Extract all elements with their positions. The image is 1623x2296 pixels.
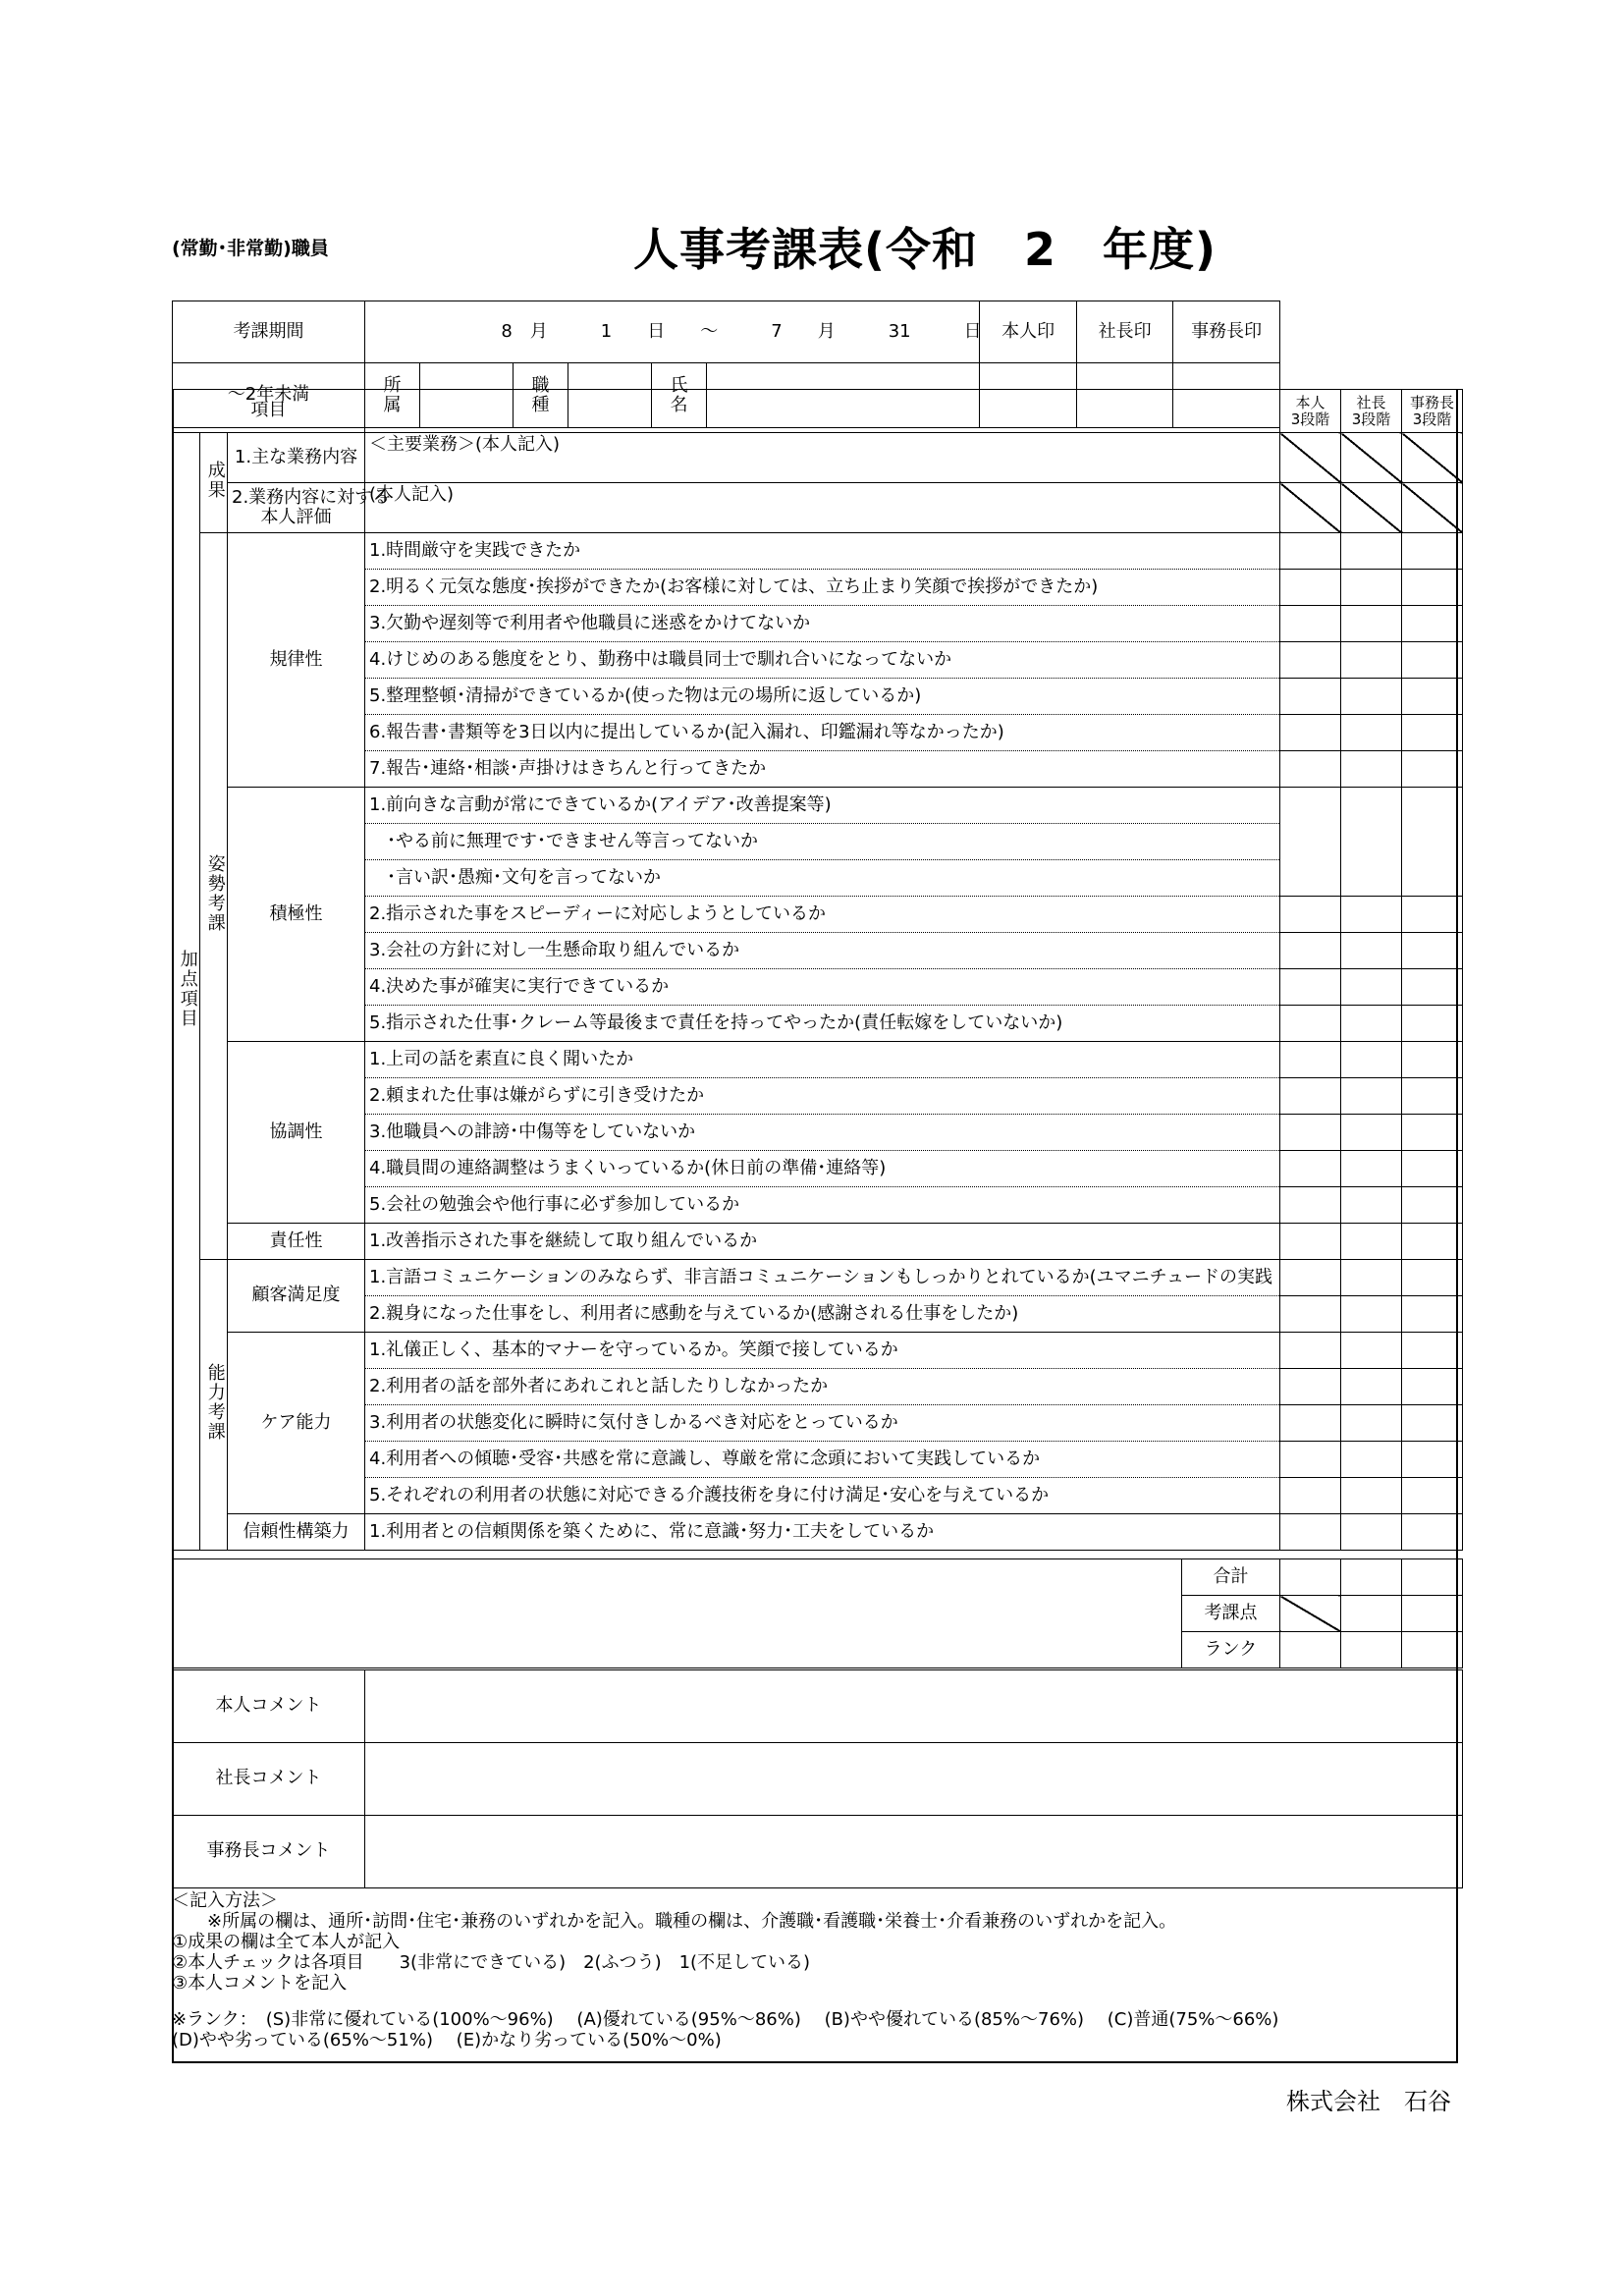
- comments-table: [172, 1669, 1463, 1888]
- seika-row-2-label: 2.業務内容に対する 本人評価: [228, 483, 365, 533]
- care-item-4: 4.利用者への傾聴･受容･共感を常に意識し、尊厳を常に念頭において実践しているか: [365, 1442, 1280, 1478]
- seal-president-label: 社長印: [1077, 301, 1173, 363]
- kiritsu-item-7-score-self[interactable]: [1280, 751, 1341, 788]
- kiritsu-item-6-score-self[interactable]: [1280, 715, 1341, 751]
- care-item-5-score-self[interactable]: [1280, 1478, 1341, 1514]
- care-item-3-score-president[interactable]: [1341, 1405, 1402, 1442]
- care-item-3-score-self[interactable]: [1280, 1405, 1341, 1442]
- sekkyoku-item-5: 5.指示された仕事･クレーム等最後まで責任を持ってやったか(責任転嫁をしていないか): [365, 1006, 1280, 1042]
- kiritsu-item-6: 6.報告書･書類等を3日以内に提出しているか(記入漏れ、印鑑漏れ等なかったか): [365, 715, 1280, 751]
- rank-legend-line-1: ※ランク： (S)非常に優れている(100%～96%) (A)優れている(95%～86%) (B)やや優れている(85%～76%) (C)普通(75%～66%): [172, 2009, 1279, 2030]
- care-item-1-score-manager[interactable]: [1402, 1333, 1463, 1369]
- kokyaku-item-2-score-president[interactable]: [1341, 1296, 1402, 1333]
- kyouchou-item-5-score-president[interactable]: [1341, 1187, 1402, 1224]
- total-rank-label: ランク: [1182, 1632, 1280, 1668]
- kiritsu-item-7-score-manager[interactable]: [1402, 751, 1463, 788]
- sekkyoku-item-1-score-self[interactable]: [1280, 788, 1341, 897]
- sekkyoku-item-3-score-manager[interactable]: [1402, 933, 1463, 969]
- sekkyoku-item-1-score-president[interactable]: [1341, 788, 1402, 897]
- kiritsu-item-2-score-manager[interactable]: [1402, 570, 1463, 606]
- care-item-4-score-self[interactable]: [1280, 1442, 1341, 1478]
- care-item-1-score-self[interactable]: [1280, 1333, 1341, 1369]
- totals-table: [172, 1558, 1463, 1668]
- kyouchou-item-4-score-manager[interactable]: [1402, 1151, 1463, 1187]
- kokyaku-item-1-score-president[interactable]: [1341, 1260, 1402, 1296]
- kiritsu-item-3-score-president[interactable]: [1341, 606, 1402, 642]
- kyouchou-item-3-score-president[interactable]: [1341, 1115, 1402, 1151]
- seika-row-1-content[interactable]: ＜主要業務＞(本人記入): [365, 433, 1280, 483]
- seika-row-2-score-president: [1341, 483, 1402, 533]
- sekkyoku-item-2-score-president[interactable]: [1341, 897, 1402, 933]
- comment-manager-label: 事務長コメント: [173, 1816, 365, 1888]
- total-rank-self[interactable]: [1280, 1632, 1341, 1668]
- kiritsu-item-3-score-manager[interactable]: [1402, 606, 1463, 642]
- care-item-2-score-self[interactable]: [1280, 1369, 1341, 1405]
- seika-row-2-score-self: [1280, 483, 1341, 533]
- employee-category: (常勤･非常勤)職員: [172, 238, 329, 259]
- kiritsu-item-2: 2.明るく元気な態度･挨拶ができたか(お客様に対しては、立ち止まり笑顔で挨拶ができたか): [365, 570, 1280, 606]
- care-item-3: 3.利用者の状態変化に瞬時に気付きしかるべき対応をとっているか: [365, 1405, 1280, 1442]
- sekkyoku-subitem-2: ･言い訳･愚痴･文句を言ってないか: [365, 860, 1280, 897]
- section-shisei: 姿勢考課: [200, 533, 228, 1260]
- period-range: 8 月 1 日 ～ 7 月 31 日: [365, 301, 980, 363]
- sekkyoku-item-5-score-president[interactable]: [1341, 1006, 1402, 1042]
- page-title: 人事考課表(令和 2 年度): [633, 223, 1217, 276]
- care-item-2-score-president[interactable]: [1341, 1369, 1402, 1405]
- care-item-3-score-manager[interactable]: [1402, 1405, 1463, 1442]
- sekkyoku-item-2-score-manager[interactable]: [1402, 897, 1463, 933]
- kyouchou-item-3-score-manager[interactable]: [1402, 1115, 1463, 1151]
- kyouchou-item-2: 2.頼まれた仕事は嫌がらずに引き受けたか: [365, 1078, 1280, 1115]
- seika-row-1-score-self: [1280, 433, 1341, 483]
- item-header-blank: [365, 390, 1280, 433]
- sekkyoku-item-3: 3.会社の方針に対し一生懸命取り組んでいるか: [365, 933, 1280, 969]
- seal-self-label: 本人印: [980, 301, 1077, 363]
- instructions-line-3: ②本人チェックは各項目 3(非常にできている) 2(ふつう) 1(不足している): [172, 1952, 811, 1973]
- care-item-5-score-president[interactable]: [1341, 1478, 1402, 1514]
- kiritsu-item-7-score-president[interactable]: [1341, 751, 1402, 788]
- category-sekinin: 責任性: [228, 1224, 365, 1260]
- kyouchou-item-1-score-self[interactable]: [1280, 1042, 1341, 1078]
- care-item-4-score-manager[interactable]: [1402, 1442, 1463, 1478]
- instructions: [172, 1890, 1278, 2050]
- kiritsu-item-7: 7.報告･連絡･相談･声掛けはきちんと行ってきたか: [365, 751, 1280, 788]
- instructions-line-2: ①成果の欄は全て本人が記入: [172, 1932, 401, 1952]
- kiritsu-item-4-score-self[interactable]: [1280, 642, 1341, 679]
- item-header: 項目: [173, 390, 365, 433]
- sekkyoku-item-4-score-self[interactable]: [1280, 969, 1341, 1006]
- sekkyoku-item-5-score-self[interactable]: [1280, 1006, 1341, 1042]
- sekinin-item-1-score-manager[interactable]: [1402, 1224, 1463, 1260]
- name-label: 氏名: [652, 363, 707, 428]
- kyouchou-item-1-score-manager[interactable]: [1402, 1042, 1463, 1078]
- tenure-label: ～2年未満: [173, 363, 365, 428]
- sekkyoku-item-3-score-president[interactable]: [1341, 933, 1402, 969]
- section-katen: 加点項目: [173, 433, 200, 1551]
- section-seika: 成果: [200, 433, 228, 533]
- kiritsu-item-3-score-self[interactable]: [1280, 606, 1341, 642]
- kiritsu-item-4-score-president[interactable]: [1341, 642, 1402, 679]
- kokyaku-item-2-score-manager[interactable]: [1402, 1296, 1463, 1333]
- kyouchou-item-2-score-president[interactable]: [1341, 1078, 1402, 1115]
- kyouchou-item-4-score-self[interactable]: [1280, 1151, 1341, 1187]
- category-care: ケア能力: [228, 1333, 365, 1514]
- kiritsu-item-4-score-manager[interactable]: [1402, 642, 1463, 679]
- sekkyoku-item-4-score-president[interactable]: [1341, 969, 1402, 1006]
- seika-row-1-score-manager: [1402, 433, 1463, 483]
- sekkyoku-item-1-score-manager[interactable]: [1402, 788, 1463, 897]
- shinrai-item-1-score-self[interactable]: [1280, 1514, 1341, 1551]
- category-kokyaku: 顧客満足度: [228, 1260, 365, 1333]
- kokyaku-item-2-score-self[interactable]: [1280, 1296, 1341, 1333]
- score-col-president-header: 社長 3段階: [1341, 390, 1402, 433]
- total-sum-self[interactable]: [1280, 1559, 1341, 1596]
- dept-label: 所属: [365, 363, 420, 428]
- sekinin-item-1: 1.改善指示された事を継続して取り組んでいるか: [365, 1224, 1280, 1260]
- kiritsu-item-2-score-self[interactable]: [1280, 570, 1341, 606]
- total-score-president[interactable]: [1341, 1596, 1402, 1632]
- seal-office-manager-label: 事務長印: [1173, 301, 1280, 363]
- sekkyoku-item-4: 4.決めた事が確実に実行できているか: [365, 969, 1280, 1006]
- kokyaku-item-1-score-self[interactable]: [1280, 1260, 1341, 1296]
- seika-row-1-label: 1.主な業務内容: [228, 433, 365, 483]
- score-col-self-header: 本人 3段階: [1280, 390, 1341, 433]
- comment-self-field[interactable]: [365, 1670, 1463, 1743]
- company-name: 株式会社 石谷: [1286, 2088, 1451, 2115]
- kyouchou-item-1-score-president[interactable]: [1341, 1042, 1402, 1078]
- category-shinrai: 信頼性構築力: [228, 1514, 365, 1551]
- kiritsu-item-3: 3.欠勤や遅刻等で利用者や他職員に迷惑をかけてないか: [365, 606, 1280, 642]
- total-score-label: 考課点: [1182, 1596, 1280, 1632]
- total-sum-label: 合計: [1182, 1559, 1280, 1596]
- shinrai-item-1-score-manager[interactable]: [1402, 1514, 1463, 1551]
- kiritsu-item-5-score-manager[interactable]: [1402, 679, 1463, 715]
- kiritsu-item-5: 5.整理整頓･清掃ができているか(使った物は元の場所に返しているか): [365, 679, 1280, 715]
- sekkyoku-item-2-score-self[interactable]: [1280, 897, 1341, 933]
- sekinin-item-1-score-president[interactable]: [1341, 1224, 1402, 1260]
- kiritsu-item-5-score-self[interactable]: [1280, 679, 1341, 715]
- kiritsu-item-6-score-manager[interactable]: [1402, 715, 1463, 751]
- total-sum-manager[interactable]: [1402, 1559, 1463, 1596]
- care-item-4-score-president[interactable]: [1341, 1442, 1402, 1478]
- instructions-line-1: ※所属の欄は、通所･訪問･住宅･兼務のいずれかを記入。職種の欄は、介護職･看護職･栄養士･介看兼務のいずれかを記入。: [172, 1911, 1177, 1932]
- comment-manager-field[interactable]: [365, 1816, 1463, 1888]
- sekkyoku-item-1: 1.前向きな言動が常にできているか(アイデア･改善提案等): [365, 788, 1280, 824]
- rank-legend-line-2: (D)やや劣っている(65%～51%) (E)かなり劣っている(50%～0%): [172, 2030, 722, 2050]
- total-sum-president[interactable]: [1341, 1559, 1402, 1596]
- kyouchou-item-4-score-president[interactable]: [1341, 1151, 1402, 1187]
- care-item-5-score-manager[interactable]: [1402, 1478, 1463, 1514]
- total-score-self: [1280, 1596, 1341, 1632]
- comment-self-label: 本人コメント: [173, 1670, 365, 1743]
- kyouchou-item-2-score-self[interactable]: [1280, 1078, 1341, 1115]
- instructions-heading: ＜記入方法＞: [172, 1890, 278, 1911]
- kyouchou-item-2-score-manager[interactable]: [1402, 1078, 1463, 1115]
- seika-row-2-score-manager: [1402, 483, 1463, 533]
- totals-blank: [173, 1559, 1182, 1668]
- kyouchou-item-1: 1.上司の話を素直に良く聞いたか: [365, 1042, 1280, 1078]
- care-item-1: 1.礼儀正しく、基本的マナーを守っているか。笑顔で接しているか: [365, 1333, 1280, 1369]
- category-sekkyoku: 積極性: [228, 788, 365, 1042]
- shinrai-item-1: 1.利用者との信頼関係を築くために、常に意識･努力･工夫をしているか: [365, 1514, 1280, 1551]
- total-score-manager[interactable]: [1402, 1596, 1463, 1632]
- care-item-5: 5.それぞれの利用者の状態に対応できる介護技術を身に付け満足･安心を与えているか: [365, 1478, 1280, 1514]
- sekinin-item-1-score-self[interactable]: [1280, 1224, 1341, 1260]
- kiritsu-item-6-score-president[interactable]: [1341, 715, 1402, 751]
- category-kiritsu: 規律性: [228, 533, 365, 788]
- shinrai-item-1-score-president[interactable]: [1341, 1514, 1402, 1551]
- sekkyoku-item-4-score-manager[interactable]: [1402, 969, 1463, 1006]
- evaluation-table: [172, 389, 1463, 1551]
- total-rank-president[interactable]: [1341, 1632, 1402, 1668]
- category-kyouchou: 協調性: [228, 1042, 365, 1224]
- kiritsu-item-1-score-self[interactable]: [1280, 533, 1341, 570]
- comment-president-field[interactable]: [365, 1743, 1463, 1816]
- kyouchou-item-5-score-manager[interactable]: [1402, 1187, 1463, 1224]
- kyouchou-item-5-score-self[interactable]: [1280, 1187, 1341, 1224]
- care-item-1-score-president[interactable]: [1341, 1333, 1402, 1369]
- kokyaku-item-1: 1.言語コミュニケーションのみならず、非言語コミュニケーションもしっかりとれているか(ユマニチュードの実践: [365, 1260, 1280, 1296]
- kyouchou-item-4: 4.職員間の連絡調整はうまくいっているか(休日前の準備･連絡等): [365, 1151, 1280, 1187]
- kyouchou-item-3: 3.他職員への誹謗･中傷等をしていないか: [365, 1115, 1280, 1151]
- kiritsu-item-5-score-president[interactable]: [1341, 679, 1402, 715]
- instructions-line-4: ③本人コメントを記入: [172, 1973, 348, 1994]
- sekkyoku-item-5-score-manager[interactable]: [1402, 1006, 1463, 1042]
- score-col-manager-header: 事務長 3段階: [1402, 390, 1463, 433]
- comment-president-label: 社長コメント: [173, 1743, 365, 1816]
- sekkyoku-item-2: 2.指示された事をスピーディーに対応しようとしているか: [365, 897, 1280, 933]
- kiritsu-item-4: 4.けじめのある態度をとり、勤務中は職員同士で馴れ合いになってないか: [365, 642, 1280, 679]
- seika-row-2-content[interactable]: (本人記入): [365, 483, 1280, 533]
- kiritsu-item-2-score-president[interactable]: [1341, 570, 1402, 606]
- period-label: 考課期間: [173, 301, 365, 363]
- total-rank-manager[interactable]: [1402, 1632, 1463, 1668]
- kokyaku-item-1-score-manager[interactable]: [1402, 1260, 1463, 1296]
- kokyaku-item-2: 2.親身になった仕事をし、利用者に感動を与えているか(感謝される仕事をしたか): [365, 1296, 1280, 1333]
- sekkyoku-item-3-score-self[interactable]: [1280, 933, 1341, 969]
- care-item-2: 2.利用者の話を部外者にあれこれと話したりしなかったか: [365, 1369, 1280, 1405]
- kyouchou-item-5: 5.会社の勉強会や他行事に必ず参加しているか: [365, 1187, 1280, 1224]
- kiritsu-item-1-score-president[interactable]: [1341, 533, 1402, 570]
- kiritsu-item-1: 1.時間厳守を実践できたか: [365, 533, 1280, 570]
- kyouchou-item-3-score-self[interactable]: [1280, 1115, 1341, 1151]
- kiritsu-item-1-score-manager[interactable]: [1402, 533, 1463, 570]
- sekkyoku-subitem-1: ･やる前に無理です･できません等言ってないか: [365, 824, 1280, 860]
- seika-row-1-score-president: [1341, 433, 1402, 483]
- job-label: 職種: [514, 363, 568, 428]
- section-nouryoku: 能力考課: [200, 1260, 228, 1551]
- care-item-2-score-manager[interactable]: [1402, 1369, 1463, 1405]
